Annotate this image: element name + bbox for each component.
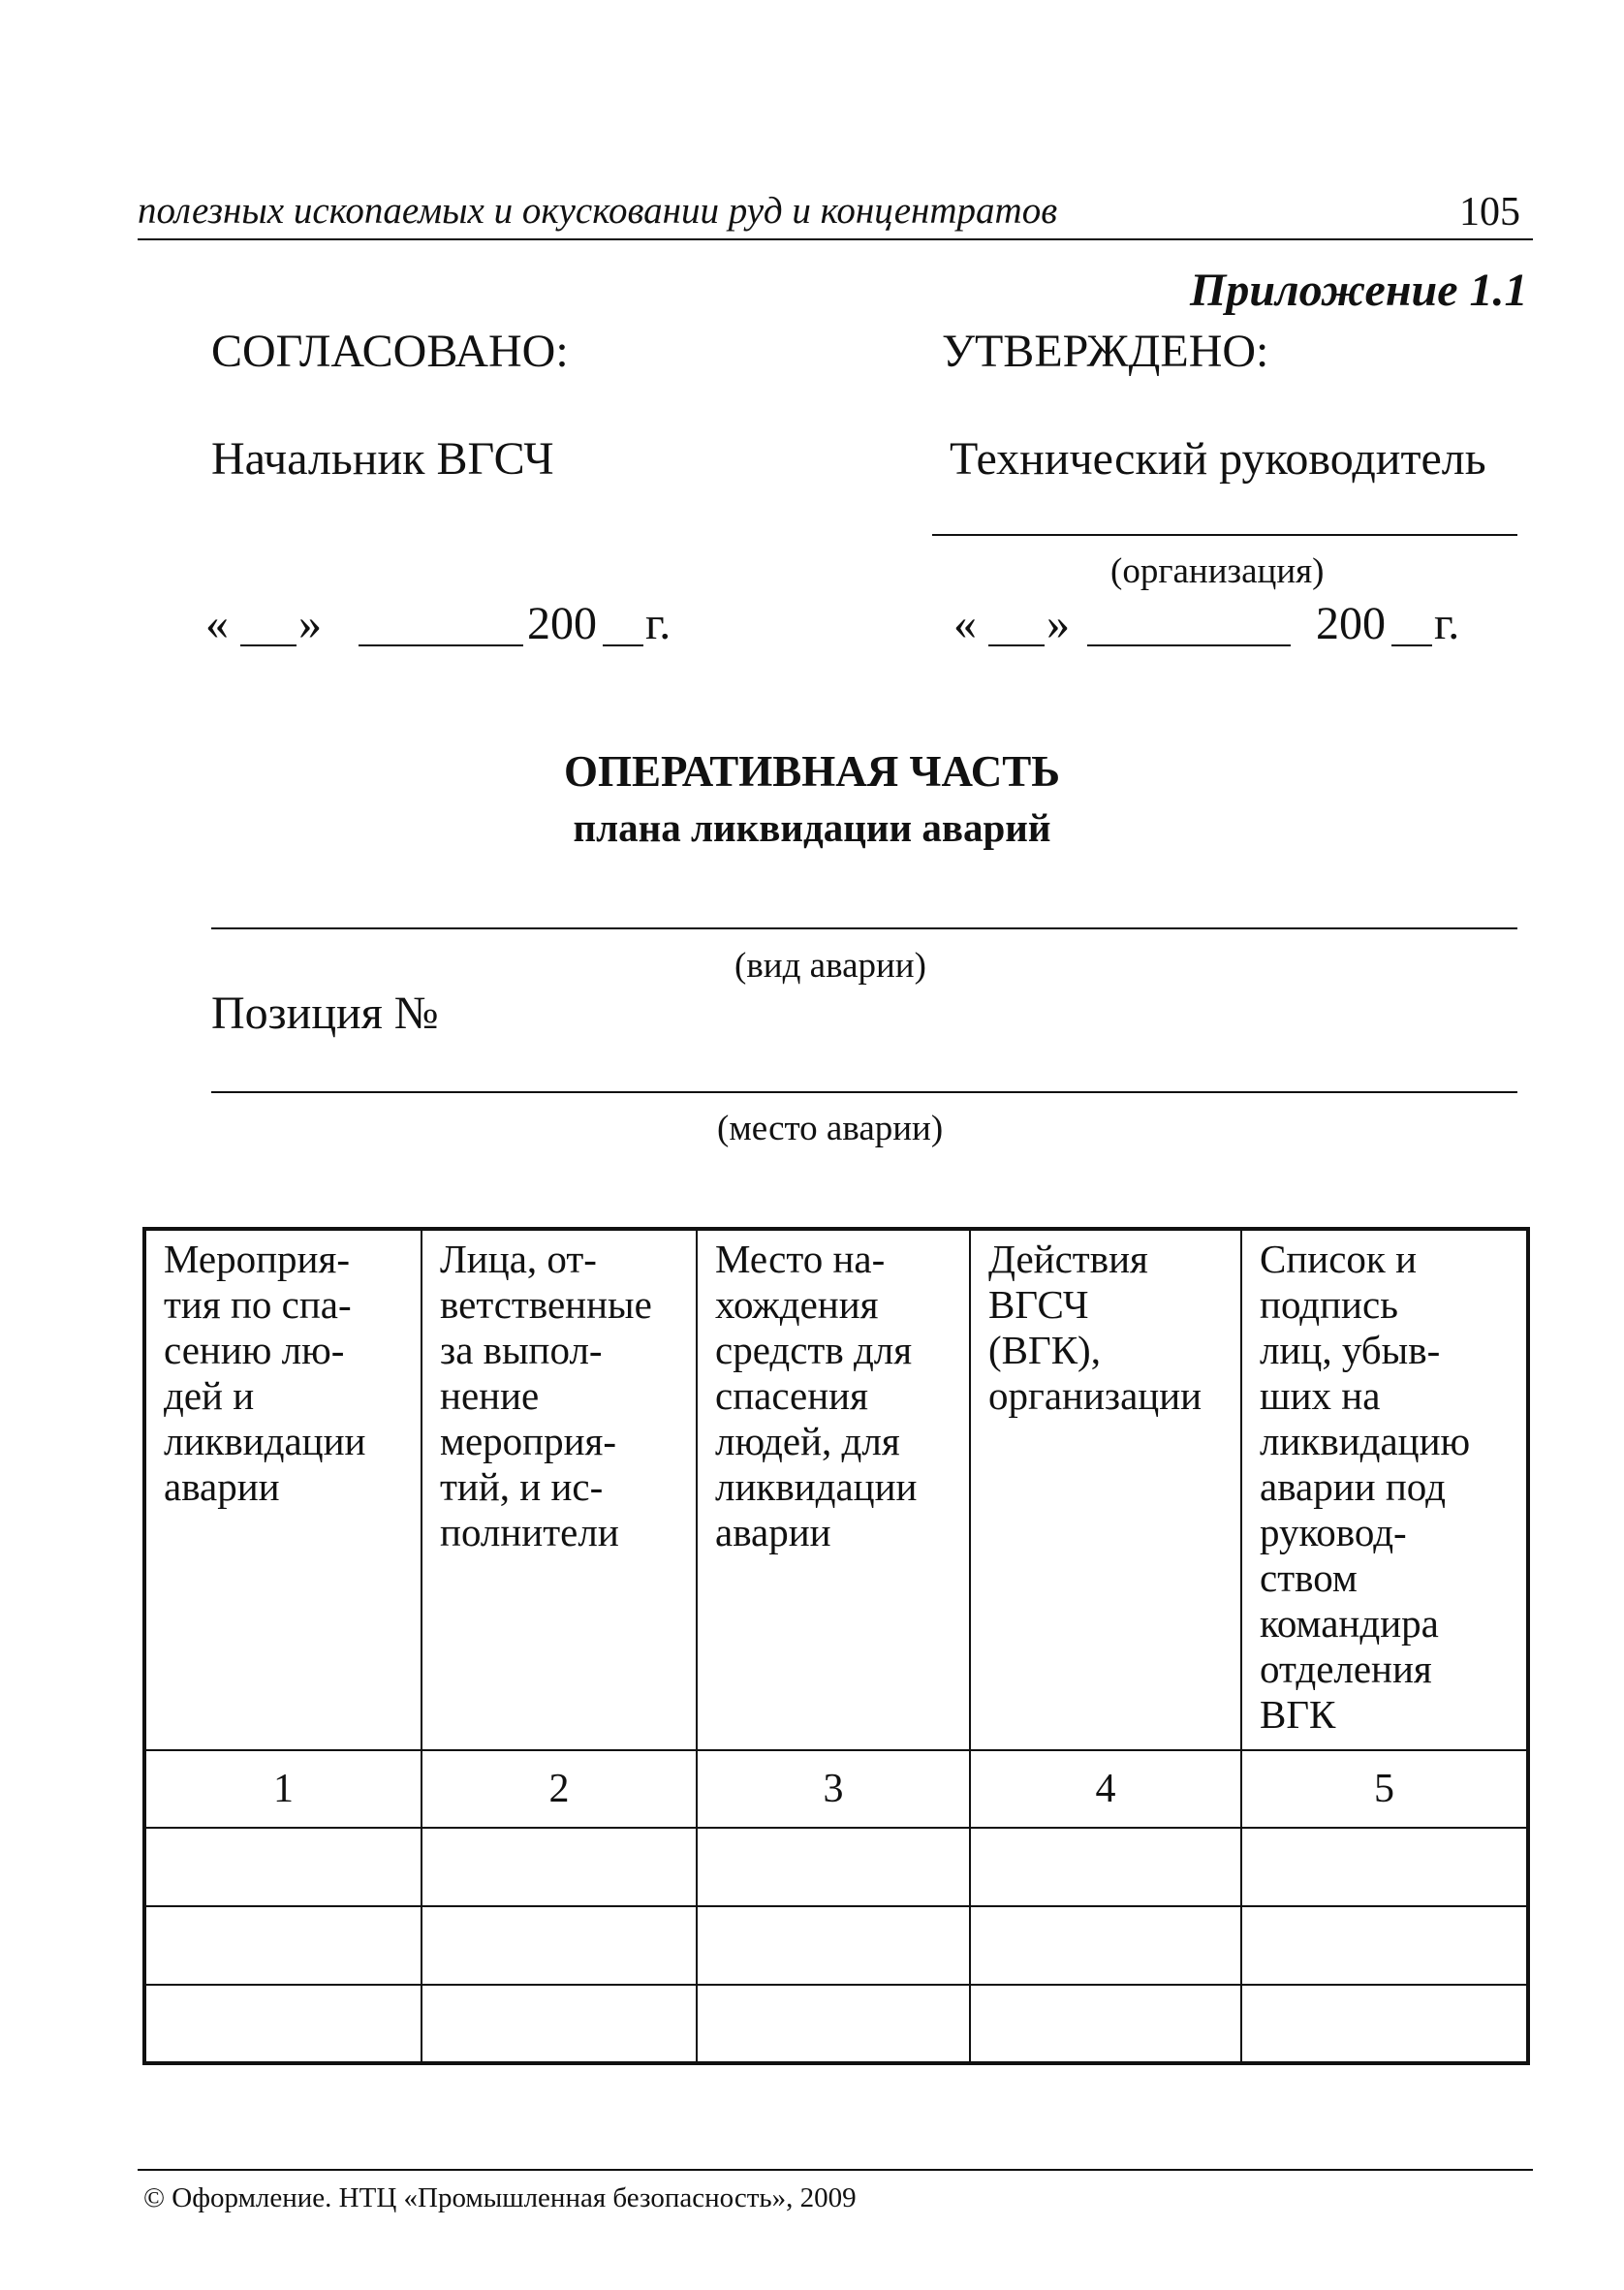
accident-place-blank — [211, 1091, 1517, 1093]
column-number-row — [144, 1750, 1528, 1828]
accident-place-caption: (место аварии) — [717, 1109, 944, 1148]
empty-cell — [1241, 1828, 1528, 1906]
empty-cell — [697, 1985, 970, 2063]
header-cell — [970, 1229, 1241, 1750]
header-line: тия по спа- — [164, 1282, 352, 1327]
approved-date-close-quote: » — [1046, 598, 1070, 649]
agreed-year: 200 — [527, 598, 597, 649]
header-line: мероприя- — [440, 1419, 617, 1463]
header-line: нение — [440, 1373, 540, 1418]
empty-cell — [422, 1985, 697, 2063]
footer-rule — [138, 2169, 1533, 2171]
header-line: аварии — [164, 1464, 280, 1509]
agreed-month-blank — [359, 644, 523, 646]
header-line: (ВГК), — [988, 1328, 1101, 1372]
accident-type-blank — [211, 927, 1517, 929]
empty-cell — [970, 1985, 1241, 2063]
approved-date-open-quote: « — [953, 598, 977, 649]
column-number: 3 — [697, 1750, 970, 1828]
header-cell — [144, 1229, 422, 1750]
header-line: ликвидацию — [1260, 1419, 1471, 1463]
header-line: подпись — [1260, 1282, 1398, 1327]
header-cell — [697, 1229, 970, 1750]
page-number: 105 — [1459, 190, 1520, 235]
position-label: Позиция № — [211, 988, 439, 1039]
header-line: средств для — [715, 1328, 913, 1372]
header-line: Действия — [988, 1237, 1148, 1281]
header-line: аварии под — [1260, 1464, 1446, 1509]
header-cell — [1241, 1229, 1528, 1750]
empty-cell — [970, 1828, 1241, 1906]
header-line: ством — [1260, 1555, 1358, 1600]
agreed-date-open-quote: « — [205, 598, 229, 649]
header-line: лиц, убыв- — [1260, 1328, 1441, 1372]
empty-cell — [970, 1906, 1241, 1985]
empty-cell — [144, 1828, 422, 1906]
accident-type-caption: (вид аварии) — [734, 946, 926, 986]
header-line: спасения — [715, 1373, 868, 1418]
approved-month-blank — [1087, 644, 1291, 646]
header-rule — [138, 238, 1533, 240]
agreed-position: Начальник ВГСЧ — [211, 433, 554, 485]
appendix-label: Приложение 1.1 — [1190, 265, 1528, 316]
column-number: 4 — [970, 1750, 1241, 1828]
table-row — [144, 1985, 1528, 2063]
operations-table — [142, 1227, 1530, 2065]
header-line: дей и — [164, 1373, 255, 1418]
header-line: Место на- — [715, 1237, 886, 1281]
header-line: полнители — [440, 1510, 619, 1554]
copyright-text: © Оформление. НТЦ «Промышленная безопасность», 2009 — [143, 2182, 857, 2213]
header-line: ших на — [1260, 1373, 1381, 1418]
agreed-date-close-quote: » — [298, 598, 322, 649]
header-line: командира — [1260, 1601, 1439, 1646]
agreed-date — [205, 597, 709, 651]
header-line: за выпол- — [440, 1328, 603, 1372]
header-line: людей, для — [715, 1419, 900, 1463]
header-line: Список и — [1260, 1237, 1418, 1281]
header-line: ВГСЧ — [988, 1282, 1089, 1327]
empty-cell — [422, 1906, 697, 1985]
header-cell — [422, 1229, 697, 1750]
approved-year-blank — [1391, 644, 1432, 646]
document-title: ОПЕРАТИВНАЯ ЧАСТЬ — [563, 747, 1061, 796]
approved-year-suffix: г. — [1434, 598, 1460, 649]
empty-cell — [144, 1906, 422, 1985]
table-header-row — [144, 1229, 1528, 1750]
approved-day-blank — [988, 644, 1045, 646]
empty-cell — [422, 1828, 697, 1906]
empty-cell — [697, 1828, 970, 1906]
header-line: руковод- — [1260, 1510, 1407, 1554]
empty-cell — [1241, 1906, 1528, 1985]
column-number: 5 — [1241, 1750, 1528, 1828]
organization-blank — [932, 534, 1517, 536]
approved-heading: УТВЕРЖДЕНО: — [942, 326, 1269, 377]
column-number: 2 — [422, 1750, 697, 1828]
agreed-year-blank — [603, 644, 643, 646]
empty-cell — [697, 1906, 970, 1985]
document-subtitle: плана ликвидации аварий — [573, 805, 1051, 850]
header-line: хождения — [715, 1282, 879, 1327]
empty-cell — [144, 1985, 422, 2063]
header-line: аварии — [715, 1510, 831, 1554]
approved-date — [953, 597, 1496, 651]
header-line: ликвидации — [164, 1419, 366, 1463]
header-line: Лица, от- — [440, 1237, 597, 1281]
header-line: сению лю- — [164, 1328, 345, 1372]
organization-caption: (организация) — [1110, 551, 1325, 591]
column-number: 1 — [144, 1750, 422, 1828]
table-row — [144, 1828, 1528, 1906]
agreed-day-blank — [240, 644, 297, 646]
header-line: ВГК — [1260, 1692, 1336, 1737]
header-line: организации — [988, 1373, 1202, 1418]
approved-position: Технический руководитель — [950, 433, 1486, 485]
table-row — [144, 1906, 1528, 1985]
header-line: отделения — [1260, 1647, 1432, 1691]
running-title: полезных ископаемых и окусковании руд и концентратов — [138, 190, 1058, 232]
header-line: Мероприя- — [164, 1237, 351, 1281]
header-line: ветственные — [440, 1282, 652, 1327]
agreed-heading: СОГЛАСОВАНО: — [211, 326, 569, 377]
header-line: ликвидации — [715, 1464, 918, 1509]
agreed-year-suffix: г. — [645, 598, 671, 649]
approved-year: 200 — [1316, 598, 1386, 649]
header-line: тий, и ис- — [440, 1464, 604, 1509]
empty-cell — [1241, 1985, 1528, 2063]
